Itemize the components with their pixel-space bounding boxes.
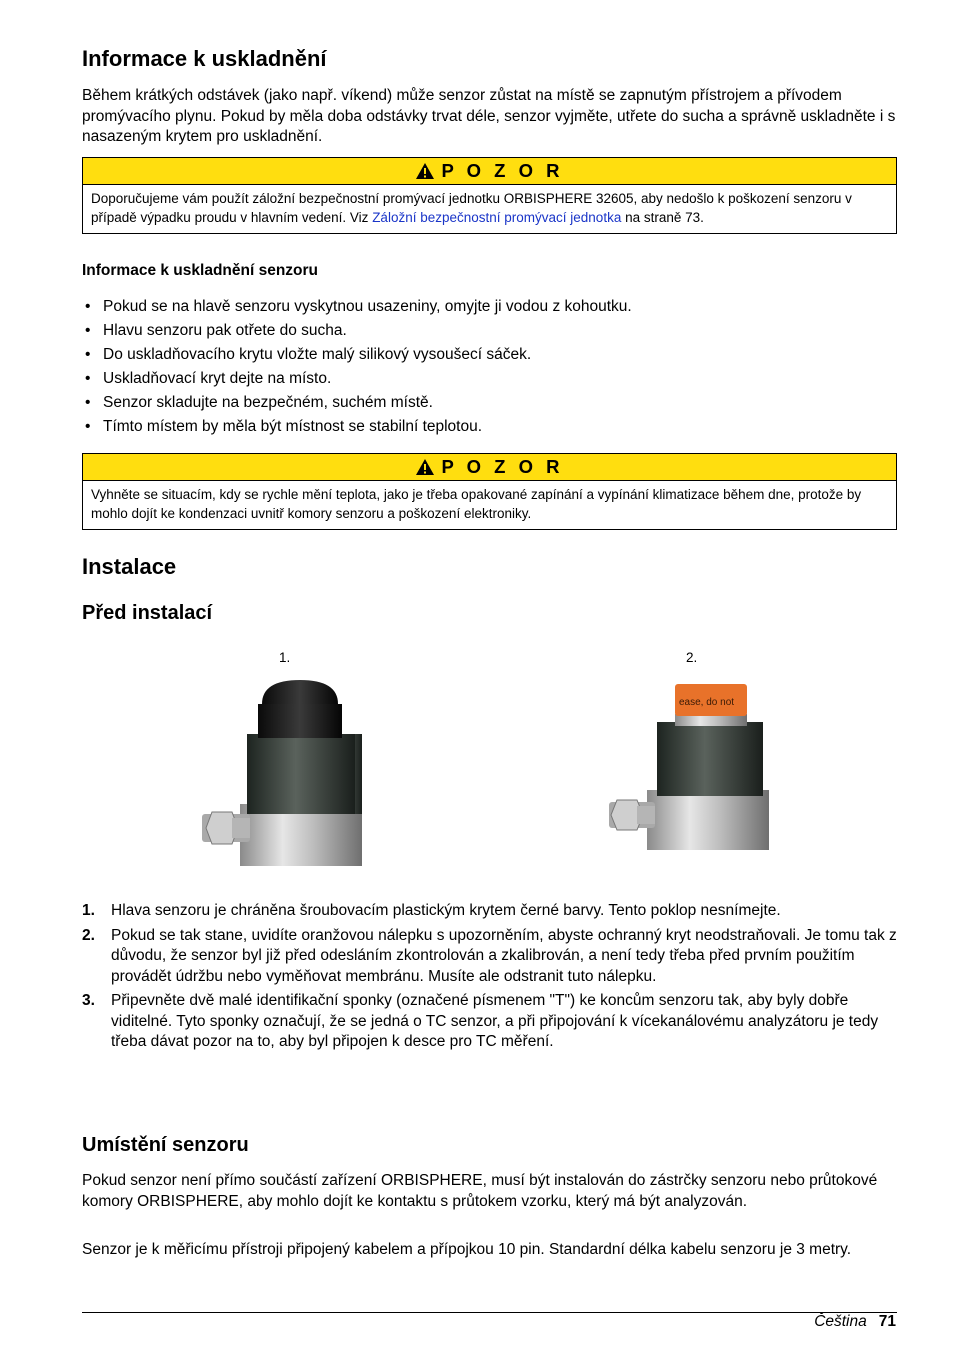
list-item: • Tímto místem by měla být místnost se stabilní teplotou. xyxy=(82,417,897,441)
figure-label-1: 1. xyxy=(279,650,291,665)
list-item: 3. Připevněte dvě malé identifikační sponky (označené písmenem "T") ke koncům senzoru tak, aby byly dobře viditelné. Tyto sponky označují, že se jedná o TC senzor, a při připojování k vícekanálovému analyzátoru je tedy třeba dávat pozor na to, aby byl připojen k desce pro TC měření. xyxy=(82,992,879,1050)
caution-header xyxy=(83,454,896,481)
caution-heading: P O Z O R xyxy=(441,160,564,181)
page-footer xyxy=(814,1313,896,1331)
warning-triangle-icon xyxy=(415,458,435,476)
list-item: 1. Hlava senzoru je chráněna šroubovacím plastickým krytem černé barvy. Tento poklop nesnímejte. xyxy=(82,902,781,919)
placement-paragraph-2: Senzor je k měřicímu přístroji připojený kabelem a přípojkou 10 pin. Standardní délka kabelu senzoru je 3 metry. xyxy=(82,1241,852,1258)
placement-paragraph-1: Pokud senzor není přímo součástí zařízení ORBISPHERE, musí být instalován do zástrčky senzoru nebo průtokové komory ORBISPHERE, aby mohlo dojít ke kontaktu s průtokem vzorku, který má být analyzován. xyxy=(82,1172,878,1210)
list-item: • Senzor skladujte na bezpečném, suchém místě. xyxy=(82,393,897,417)
caution-text: Doporučujeme vám použít záložní bezpečnostní promývací jednotku ORBISPHERE 32605, aby nedošlo k poškození senzoru v případě výpadku proudu v hlavním vedení. Viz Záložní bezpečnostní promývací jednotka na straně 73. xyxy=(91,191,852,225)
warning-triangle-icon xyxy=(415,162,435,180)
backup-purge-unit-link[interactable]: Záložní bezpečnostní promývací jednotka xyxy=(372,209,622,225)
sensor-with-sticker-image xyxy=(609,674,769,850)
caution-heading: P O Z O R xyxy=(441,456,564,477)
sensor-with-cap-image xyxy=(202,674,362,866)
install-steps xyxy=(82,901,897,1057)
caution-header xyxy=(83,158,896,185)
section-title-installation: Instalace xyxy=(82,554,177,579)
page-number: 71 xyxy=(878,1313,896,1330)
subsection-title-before-install: Před instalací xyxy=(82,602,213,624)
storage-list xyxy=(82,297,897,441)
list-item: • Uskladňovací kryt dejte na místo. xyxy=(82,369,897,393)
list-item: 2. Pokud se tak stane, uvidíte oranžovou nálepku s upozorněním, abyste ochranný kryt neodstraňovali. Je tomu tak z důvodu, že senzor byl již před odesláním zkontrolován a zkalibrován, a není tedy třeba před prvním použitím provádět údržbu nebo vyměňovat membránu. Musíte ale odstranit tuto nálepku. xyxy=(82,926,897,985)
caution-box-2 xyxy=(82,453,897,530)
caution-text: Vyhněte se situacím, kdy se rychle mění teplota, jako je třeba opakované zapínání a vypínání klimatizace během dne, protože by mohlo dojít ke kondenzaci uvnitř komory senzoru a poškození elektroniky. xyxy=(91,487,862,521)
caution-box-1 xyxy=(82,157,897,234)
list-item: • Hlavu senzoru pak otřete do sucha. xyxy=(82,321,897,345)
storage-intro: Během krátkých odstávek (jako např. víkend) může senzor zůstat na místě se zapnutým přístrojem a přívodem promývacího plynu. Pokud by měla doba odstávky trvat déle, senzor vyjměte, utřete do sucha a správně uskladněte i s nasazeným krytem pro uskladnění. xyxy=(82,87,896,145)
list-item: • Do uskladňovacího krytu vložte malý silikový vysoušecí sáček. xyxy=(82,345,897,369)
footer-divider xyxy=(82,1312,897,1313)
figure-label-2: 2. xyxy=(686,650,698,665)
footer-language: Čeština xyxy=(814,1313,867,1330)
list-item: • Pokud se na hlavě senzoru vyskytnou usazeniny, omyjte ji vodou z kohoutku. xyxy=(82,297,897,321)
section-title-storage: Informace k uskladnění xyxy=(82,46,327,71)
sticker-text: ease, do not xyxy=(679,697,735,708)
storage-subtitle: Informace k uskladnění senzoru xyxy=(82,262,319,279)
subsection-title-placement: Umístění senzoru xyxy=(82,1134,249,1156)
